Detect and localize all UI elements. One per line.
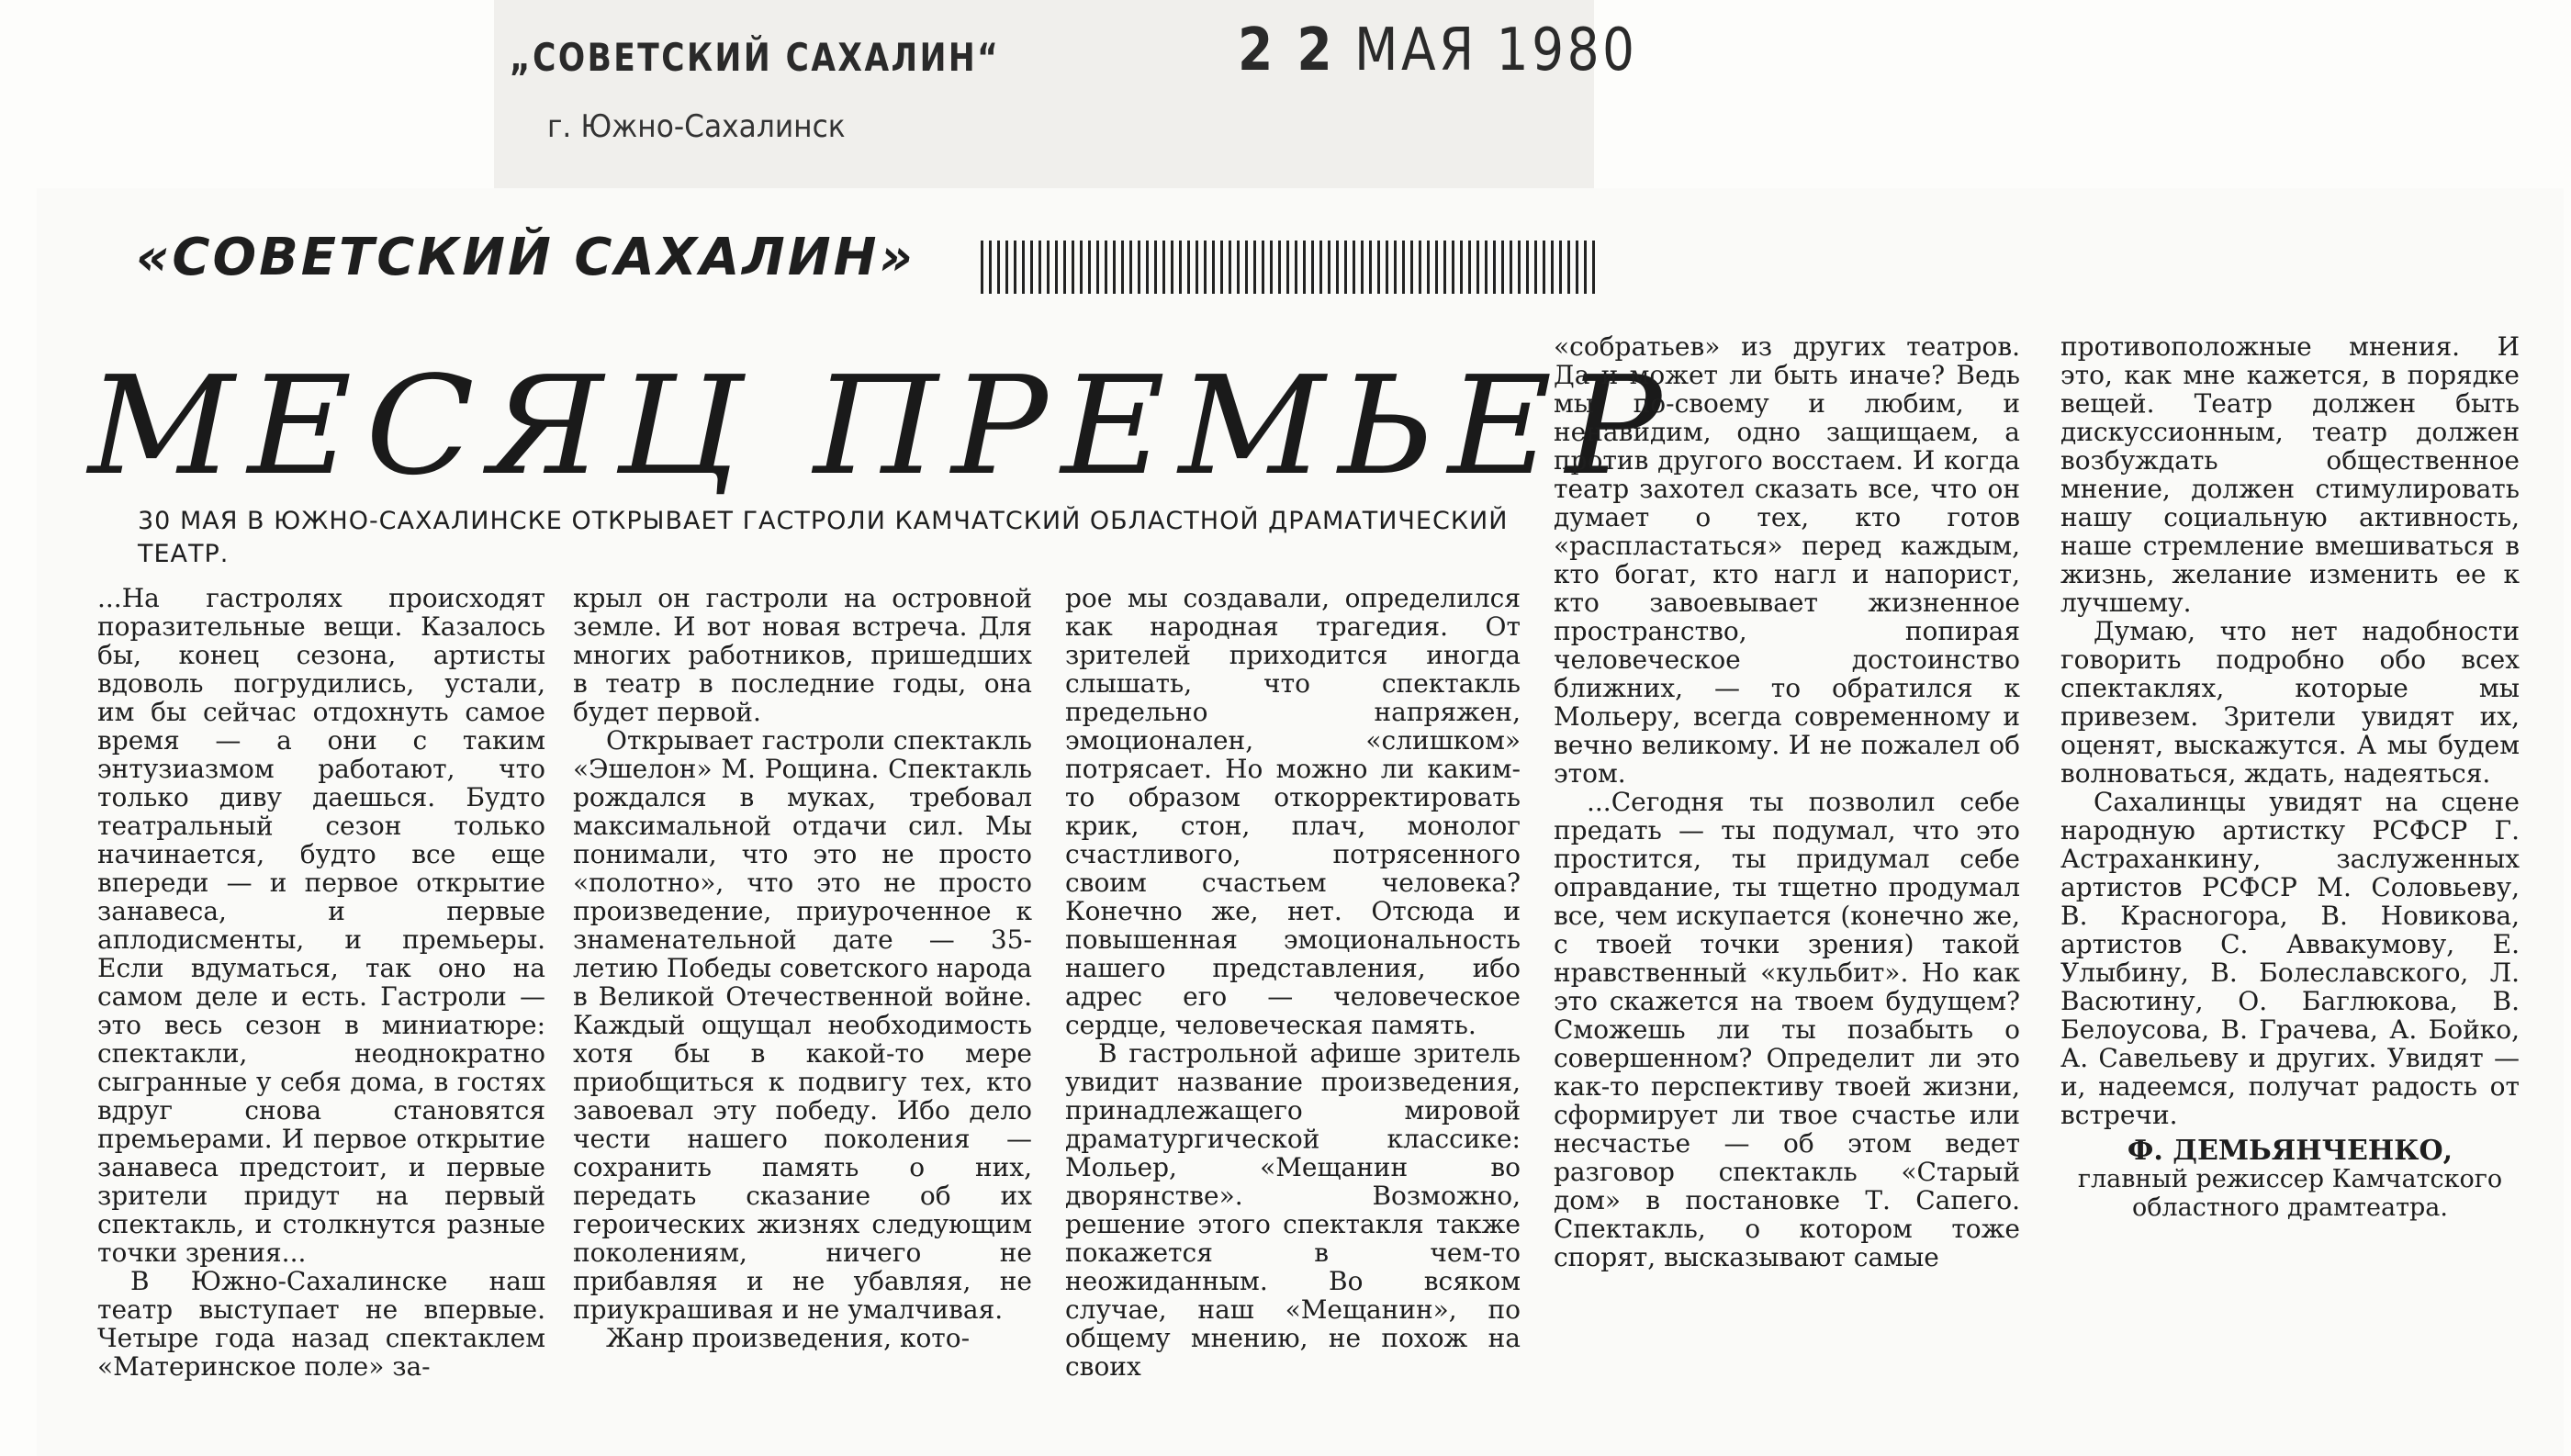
masthead-rule — [981, 241, 1598, 294]
article-column-2 — [573, 584, 1032, 1352]
article-column-4 — [1554, 332, 2020, 1271]
lede: 30 МАЯ В ЮЖНО-САХАЛИНСКЕ ОТКРЫВАЕТ ГАСТРОЛИ КАМЧАТСКИЙ ОБЛАСТНОЙ ДРАМАТИЧЕСКИЙ ТЕАТР. — [138, 507, 1509, 568]
paragraph: противоположные мнения. И это, как мне кажется, в порядке вещей. Театр должен быть дискуссионным, театр должен возбуждать общественное мнение, должен стимулировать нашу социальную активность, наше стремление вмешиваться в жизнь, желание изменить ее к лучшему. — [2060, 331, 2520, 618]
paragraph: рое мы создавали, определился как народная трагедия. От зрителей приходится иногда слышать, что спектакль предельно напряжен, эмоционален, «слишком» потрясает. Но можно ли каким-то образом откорректировать крик, стон, плач, монолог счастливого, потрясенного своим счастьем человека? Конечно же, нет. Отсюда и повышенная эмоциональность нашего представления, ибо адрес его — человеческое сердце, человеческая память. — [1065, 583, 1521, 1040]
paragraph: ...На гастролях происходят поразительные вещи. Казалось бы, конец сезона, артисты вдоволь погрудились, устали, им бы сейчас отдохнуть самое время — а они с таким энтузиазмом работают, что только диву даешься. Будто театральный сезон только начинается, будто все еще впереди — и первое открытие занавеса, и первые аплодисменты, и премьеры. Если вдуматься, так оно на самом деле и есть. Гастроли — это весь сезон в миниатюре: спектакли, неоднократно сыгранные у себя дома, в гостях вдруг снова становятся премьерами. И первое открытие занавеса предстоит, и первые зрители придут на первый спектакль, и столкнутся разные точки зрения... — [97, 583, 545, 1268]
stamp-city: г. Южно-Сахалинск — [547, 108, 846, 145]
stamp-date-month-year: МАЯ 1980 — [1354, 17, 1638, 84]
stamp-newspaper-name: „СОВЕТСКИЙ САХАЛИН“ — [510, 35, 1001, 80]
paragraph: крыл он гастроли на островной земле. И вот новая встреча. Для многих работников, пришедших в театр в последние годы, она будет первой. — [573, 583, 1032, 727]
paragraph: ...Сегодня ты позволил себе предать — ты подумал, что это простится, ты придумал себе оправдание, ты тщетно продумал все, чем искупается (конечно же, с твоей точки зрения) такой нравственный «кульбит». Но как это скажется на твоем будущем? Сможешь ли ты позабыть о совершенном? Определит ли это как-то перспективу твоей жизни, сформирует ли твое счастье или несчастье — об этом ведет разговор спектакль «Старый дом» в постановке Т. Сапего. Спектакль, о котором тоже спорят, высказывают самые — [1554, 787, 2020, 1272]
paragraph: «собратьев» из других театров. Да и может ли быть иначе? Ведь мы по-своему и любим, и ненавидим, одно защищаем, а против другого восстаем. И когда театр захотел сказать все, что он думает о тех, кто готов «распластаться» перед каждым, кто богат, кто нагл и напорист, кто завоевывает жизненное пространство, попирая человеческое достоинство ближних, — то обратился к Мольеру, всегда современному и вечно великому. И не пожалел об этом. — [1554, 331, 2020, 789]
paragraph: Жанр произведения, кото- — [606, 1323, 971, 1353]
author-title: главный режиссер Камчатского областного драмтеатра. — [2077, 1165, 2503, 1222]
article-column-3 — [1065, 584, 1521, 1381]
article-column-1 — [97, 584, 545, 1381]
paragraph: Думаю, что нет надобности говорить подробно обо всех спектаклях, которые мы привезем. Зрители увидят их, оценят, выскажутся. А мы будем волноваться, ждать, надеяться. — [2060, 616, 2520, 789]
paragraph: В Южно-Сахалинске наш театр выступает не впервые. Четыре года назад спектаклем «Материнское поле» за- — [97, 1266, 545, 1382]
stamp-date — [1238, 17, 1637, 84]
paragraph: В гастрольной афише зритель увидит название произведения, принадлежащего мировой драматургической классике: Мольер, «Мещанин во дворянстве». Возможно, решение этого спектакля также покажется в чем-то неожиданным. Во всяком случае, наш «Мещанин», по общему мнению, не похож на своих — [1065, 1038, 1521, 1382]
article-column-5 — [2060, 332, 2520, 1222]
paragraph: Сахалинцы увидят на сцене народную артистку РСФСР Г. Астраханкину, заслуженных артистов РСФСР М. Соловьеву, В. Красногора, В. Новикова, артистов С. Аввакумову, Е. Улыбину, В. Болеславского, Л. Васютину, О. Баглюкова, В. Белоусова, В. Грачева, А. Бойко, А. Савельеву и других. Увидят — и, надеемся, получат радость от встречи. — [2060, 787, 2520, 1130]
stamp-date-day: 2 2 — [1238, 17, 1336, 84]
paragraph: Открывает гастроли спектакль «Эшелон» М. Рощина. Спектакль рождался в муках, требовал максимальной отдачи сил. Мы понимали, что это не просто «полотно», что это не просто произведение, приуроченное к знаменательной дате — 35-летию Победы советского народа в Великой Отечественной войне. Каждый ощущал необходимость хотя бы в какой-то мере приобщиться к подвигу тех, кто завоевал эту победу. Ибо дело чести нашего поколения — сохранить память о них, передать сказание об их героических жизнях следующим поколениям, ничего не прибавляя и не убавляя, не приукрашивая и не умалчивая. — [573, 725, 1032, 1325]
page-title: МЕСЯЦ ПРЕМЬЕР — [88, 347, 1676, 505]
masthead: «СОВЕТСКИЙ САХАЛИН» — [136, 228, 915, 287]
author-signature — [2060, 1137, 2520, 1222]
author-name: Ф. ДЕМЬЯНЧЕНКО, — [2127, 1135, 2453, 1167]
